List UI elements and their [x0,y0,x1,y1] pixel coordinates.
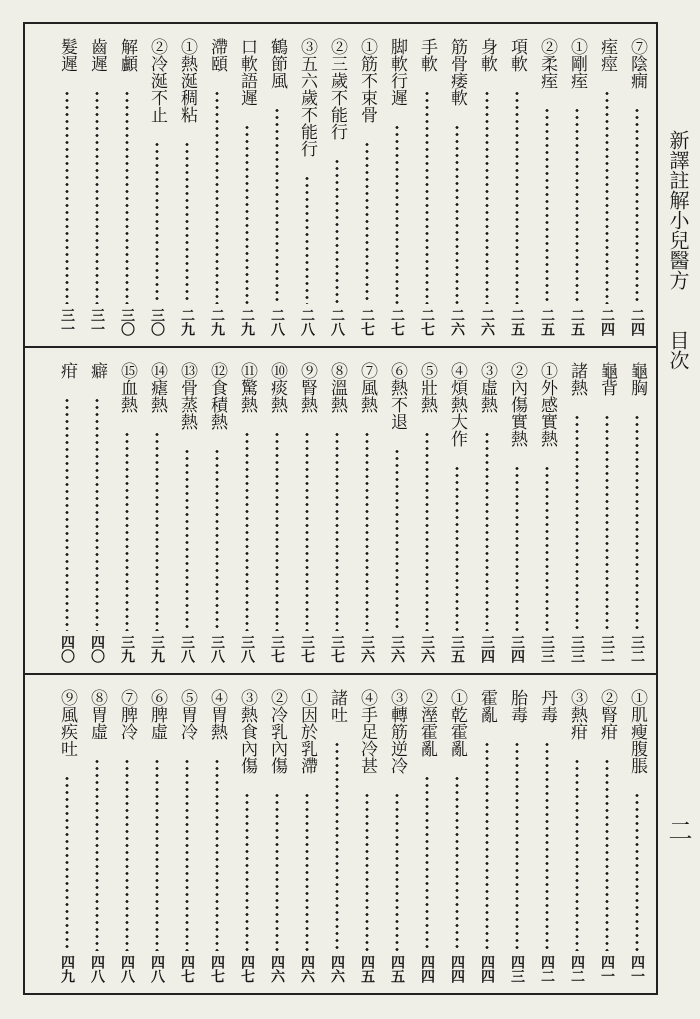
toc-entry-title: ②腎疳 [597,689,617,740]
toc-entry-page: 二七 [359,308,375,336]
dot-leader [335,741,339,951]
toc-entry-title: ⑧溫熱 [327,362,347,413]
toc-entry-page: 二九 [179,308,195,336]
dot-leader [425,90,429,304]
toc-entry-title: 癖 [87,362,107,379]
toc-entry-page: 三二 [629,635,645,663]
dot-leader [455,465,459,631]
toc-entry-page: 三三 [539,635,555,663]
dot-leader [185,758,189,951]
toc-entry-page: 二四 [629,308,645,336]
dot-leader [215,90,219,304]
toc-section-3 [25,675,656,993]
toc-entry-title: ⑦陰癇 [627,38,647,89]
toc-entry-title: ②內傷實熱 [507,362,527,447]
toc-entry-page: 二七 [419,308,435,336]
dot-leader [215,448,219,631]
toc-entry-page: 二五 [569,308,585,336]
toc-section-2 [25,348,656,673]
toc-entry-title: ②溼霍亂 [417,689,437,757]
toc-entry-page: 二八 [329,308,345,336]
toc-entry-page: 三四 [509,635,525,663]
toc-entry-title: ③熱疳 [567,689,587,740]
toc-entry-page: 三〇 [119,308,135,336]
toc-entry-title: ④胃熱 [207,689,227,740]
dot-leader [275,107,279,304]
toc-entry-page: 四七 [179,955,195,983]
toc-entry-title: ②冷乳內傷 [267,689,287,774]
dot-leader [155,141,159,304]
toc-entry-page: 三五 [449,635,465,663]
toc-entry-page: 三八 [239,635,255,663]
dot-leader [365,431,369,631]
toc-entry-page: 四二 [569,955,585,983]
toc-entry-page: 三八 [179,635,195,663]
toc-entry-page: 四六 [269,955,285,983]
dot-leader [635,792,639,951]
toc-entry-title: ①因於乳滯 [297,689,317,774]
toc-entry-page: 四四 [449,955,465,983]
toc-entry-title: ④煩熱大作 [447,362,467,447]
dot-leader [515,741,519,951]
toc-entry-page: 四六 [329,955,345,983]
toc-entry-page: 四五 [389,955,405,983]
dot-leader [575,758,579,951]
toc-entry-title: ①肌瘦腹脹 [627,689,647,774]
dot-leader [605,758,609,951]
toc-entry-title: 髮遲 [57,38,77,72]
toc-entry-title: ⑭瘧熱 [147,362,167,413]
dot-leader [275,792,279,951]
dot-leader [185,141,189,304]
dot-leader [515,465,519,631]
toc-entry-title: ①熱涎稠粘 [177,38,197,123]
dot-leader [395,792,399,951]
toc-entry-title: 丹毒 [537,689,557,723]
toc-entry-title: ⑥熱不退 [387,362,407,430]
dot-leader [245,124,249,304]
toc-entry-page: 二八 [269,308,285,336]
dot-leader [335,158,339,304]
toc-entry-page: 三四 [479,635,495,663]
dot-leader [455,124,459,304]
dot-leader [125,431,129,631]
toc-entry-title: ⑨風疾吐 [57,689,77,757]
toc-entry-title: 筋骨痿軟 [447,38,467,106]
toc-entry-page: 四四 [419,955,435,983]
toc-entry-page: 四一 [629,955,645,983]
dot-leader [245,431,249,631]
toc-entry-title: ⑦脾冷 [117,689,137,740]
toc-entry-page: 四三 [509,955,525,983]
toc-entry-title: 諸熱 [567,362,587,396]
toc-entry-page: 二五 [509,308,525,336]
toc-entry-page: 三六 [389,635,405,663]
dot-leader [95,90,99,304]
toc-entry-title: ⑦風熱 [357,362,377,413]
toc-entry-title: ⑤胃冷 [177,689,197,740]
dot-leader [605,414,609,631]
dot-leader [425,775,429,951]
dot-leader [65,775,69,951]
toc-entry-title: 痓痙 [597,38,617,72]
dot-leader [485,90,489,304]
toc-entry-page: 三一 [59,308,75,336]
dot-leader [605,90,609,304]
dot-leader [515,90,519,304]
toc-entry-title: ③五六歲不能行 [297,38,317,157]
dot-leader [425,431,429,631]
toc-entry-page: 三二 [599,635,615,663]
toc-entry-title: 龜胸 [627,362,647,396]
toc-entry-title: ⑬骨蒸熱 [177,362,197,430]
toc-entry-title: 胎毒 [507,689,527,723]
toc-entry-page: 二八 [299,308,315,336]
toc-entry-title: ⑨腎熱 [297,362,317,413]
toc-entry-title: ②柔痓 [537,38,557,89]
dot-leader [635,107,639,304]
toc-entry-page: 三八 [209,635,225,663]
toc-entry-title: ②三歲不能行 [327,38,347,140]
dot-leader [395,124,399,304]
running-title: 新譯註解小兒醫方 [666,130,690,290]
dot-leader [155,758,159,951]
dot-leader [335,431,339,631]
toc-entry-page: 四〇 [59,635,75,663]
toc-entry-title: 霍亂 [477,689,497,723]
toc-entry-title: 解顱 [117,38,137,72]
toc-entry-title: ①筋不束骨 [357,38,377,123]
dot-leader [635,414,639,631]
dot-leader [575,414,579,631]
toc-entry-title: 脚軟行遲 [387,38,407,106]
toc-entry-title: ①外感實熱 [537,362,557,447]
toc-entry-page: 四八 [119,955,135,983]
toc-entry-page: 三三 [569,635,585,663]
dot-leader [545,107,549,304]
toc-entry-page: 三六 [359,635,375,663]
dot-leader [365,792,369,951]
toc-entry-page: 四八 [149,955,165,983]
toc-entry-page: 四九 [59,955,75,983]
toc-entry-page: 三〇 [149,308,165,336]
toc-entry-page: 二六 [479,308,495,336]
toc-entry-title: 龜背 [597,362,617,396]
toc-entry-page: 三七 [299,635,315,663]
dot-leader [125,90,129,304]
dot-leader [485,741,489,951]
toc-entry-title: ②冷涎不止 [147,38,167,123]
toc-entry-title: ⑩痰熱 [267,362,287,413]
toc-entry-title: 鶴節風 [267,38,287,89]
dot-leader [575,107,579,304]
toc-entry-page: 四八 [89,955,105,983]
toc-entry-page: 四七 [239,955,255,983]
toc-entry-title: ①乾霍亂 [447,689,467,757]
toc-entry-page: 四二 [539,955,555,983]
toc-entry-page: 四七 [209,955,225,983]
section-label: 目次 [666,330,690,370]
toc-entry-title: ⑪驚熱 [237,362,257,413]
toc-entry-title: ⑤壯熱 [417,362,437,413]
page-number: 二 [664,818,692,842]
toc-entry-title: ⑮血熱 [117,362,137,413]
toc-entry-page: 三七 [269,635,285,663]
toc-entry-page: 四一 [599,955,615,983]
dot-leader [185,448,189,631]
toc-entry-title: ①剛痓 [567,38,587,89]
dot-leader [245,792,249,951]
toc-entry-page: 二九 [209,308,225,336]
toc-entry-title: 齒遲 [87,38,107,72]
dot-leader [95,397,99,631]
dot-leader [155,431,159,631]
toc-entry-page: 四四 [479,955,495,983]
toc-entry-page: 三九 [149,635,165,663]
dot-leader [545,465,549,631]
dot-leader [275,431,279,631]
toc-entry-page: 四〇 [89,635,105,663]
toc-entry-title: ③熱食內傷 [237,689,257,774]
dot-leader [65,90,69,304]
dot-leader [305,431,309,631]
dot-leader [545,741,549,951]
toc-entry-page: 二六 [449,308,465,336]
dot-leader [365,141,369,304]
toc-section-1 [25,24,656,346]
dot-leader [215,758,219,951]
toc-entry-title: ⑧胃虛 [87,689,107,740]
toc-entry-page: 三七 [329,635,345,663]
dot-leader [95,758,99,951]
dot-leader [305,792,309,951]
toc-entry-title: ⑥脾虛 [147,689,167,740]
dot-leader [125,758,129,951]
dot-leader [65,397,69,631]
toc-entry-title: 諸吐 [327,689,347,723]
toc-entry-title: 身軟 [477,38,497,72]
dot-leader [485,431,489,631]
toc-entry-page: 二四 [599,308,615,336]
toc-entry-page: 二七 [389,308,405,336]
dot-leader [455,775,459,951]
toc-entry-page: 四五 [359,955,375,983]
toc-entry-page: 三九 [119,635,135,663]
toc-entry-title: ③轉筋逆冷 [387,689,407,774]
toc-entry-page: 二五 [539,308,555,336]
toc-entry-page: 四六 [299,955,315,983]
toc-entry-page: 二九 [239,308,255,336]
dot-leader [395,448,399,631]
toc-entry-title: ④手足冷甚 [357,689,377,774]
toc-entry-title: 手軟 [417,38,437,72]
toc-entry-page: 三一 [89,308,105,336]
toc-entry-page: 三六 [419,635,435,663]
toc-entry-title: ③虛熱 [477,362,497,413]
toc-entry-title: 項軟 [507,38,527,72]
toc-entry-title: 滯頤 [207,38,227,72]
toc-entry-title: 口軟語遲 [237,38,257,106]
toc-entry-title: 疳 [57,362,77,379]
dot-leader [305,175,309,304]
toc-entry-title: ⑫食積熱 [207,362,227,430]
